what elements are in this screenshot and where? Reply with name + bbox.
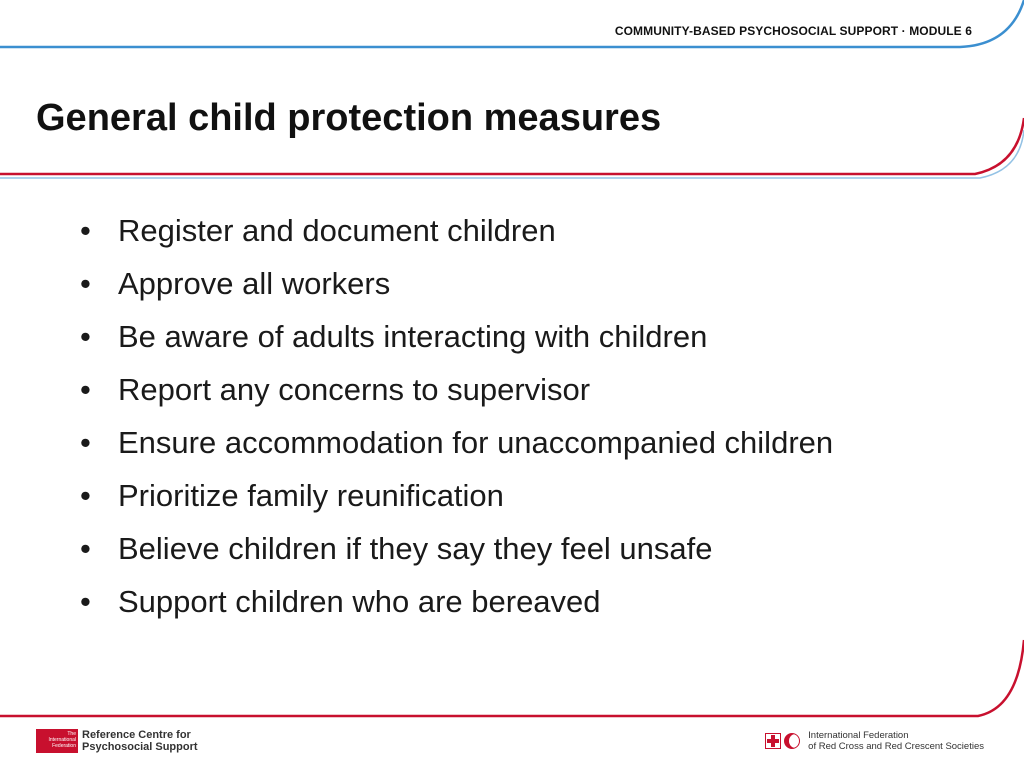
bullet-text: Report any concerns to supervisor bbox=[118, 372, 591, 407]
bullet-dot-icon: • bbox=[80, 372, 91, 407]
module-header-label: COMMUNITY-BASED PSYCHOSOCIAL SUPPORT · MODULE 6 bbox=[614, 24, 972, 38]
bullet-dot-icon: • bbox=[80, 531, 91, 566]
ifrc-text: International Federation of Red Cross and Red Crescent Societies bbox=[808, 730, 984, 752]
bullet-text: Approve all workers bbox=[118, 266, 391, 301]
bullet-item bbox=[80, 371, 860, 409]
bullet-dot-icon: • bbox=[80, 213, 91, 248]
bullet-item bbox=[80, 265, 860, 303]
bullet-dot-icon: • bbox=[80, 319, 91, 354]
ifrc-red-logo-box bbox=[36, 729, 78, 753]
bullet-dot-icon: • bbox=[80, 584, 91, 619]
ifrc-logo bbox=[765, 729, 984, 753]
bullet-dot-icon: • bbox=[80, 425, 91, 460]
bullet-item bbox=[80, 477, 860, 515]
bullet-item bbox=[80, 530, 860, 568]
reference-centre-logo bbox=[36, 729, 198, 753]
bullet-text: Ensure accommodation for unaccompanied children bbox=[118, 425, 834, 460]
logo-box-line: Federation bbox=[52, 743, 76, 749]
bullet-item bbox=[80, 424, 860, 462]
bullet-text: Support children who are bereaved bbox=[118, 584, 601, 619]
reference-centre-text: Reference Centre for Psychosocial Support bbox=[82, 729, 198, 753]
bullet-text: Prioritize family reunification bbox=[118, 478, 504, 513]
bullet-item bbox=[80, 318, 860, 356]
slide-title: General child protection measures bbox=[36, 97, 662, 139]
bullet-dot-icon: • bbox=[80, 478, 91, 513]
bullet-item bbox=[80, 583, 860, 621]
bullet-item bbox=[80, 212, 860, 250]
bottom-red-swoosh bbox=[0, 640, 1024, 716]
bullet-text: Register and document children bbox=[118, 213, 556, 248]
bullet-text: Be aware of adults interacting with children bbox=[118, 319, 708, 354]
red-cross-icon bbox=[765, 733, 781, 749]
bullet-dot-icon: • bbox=[80, 266, 91, 301]
logo-box-line: International bbox=[48, 737, 76, 743]
bullet-list bbox=[80, 212, 860, 636]
bullet-text: Believe children if they say they feel unsafe bbox=[118, 531, 713, 566]
red-crescent-icon bbox=[784, 733, 800, 749]
logo-box-line: The bbox=[67, 731, 76, 737]
